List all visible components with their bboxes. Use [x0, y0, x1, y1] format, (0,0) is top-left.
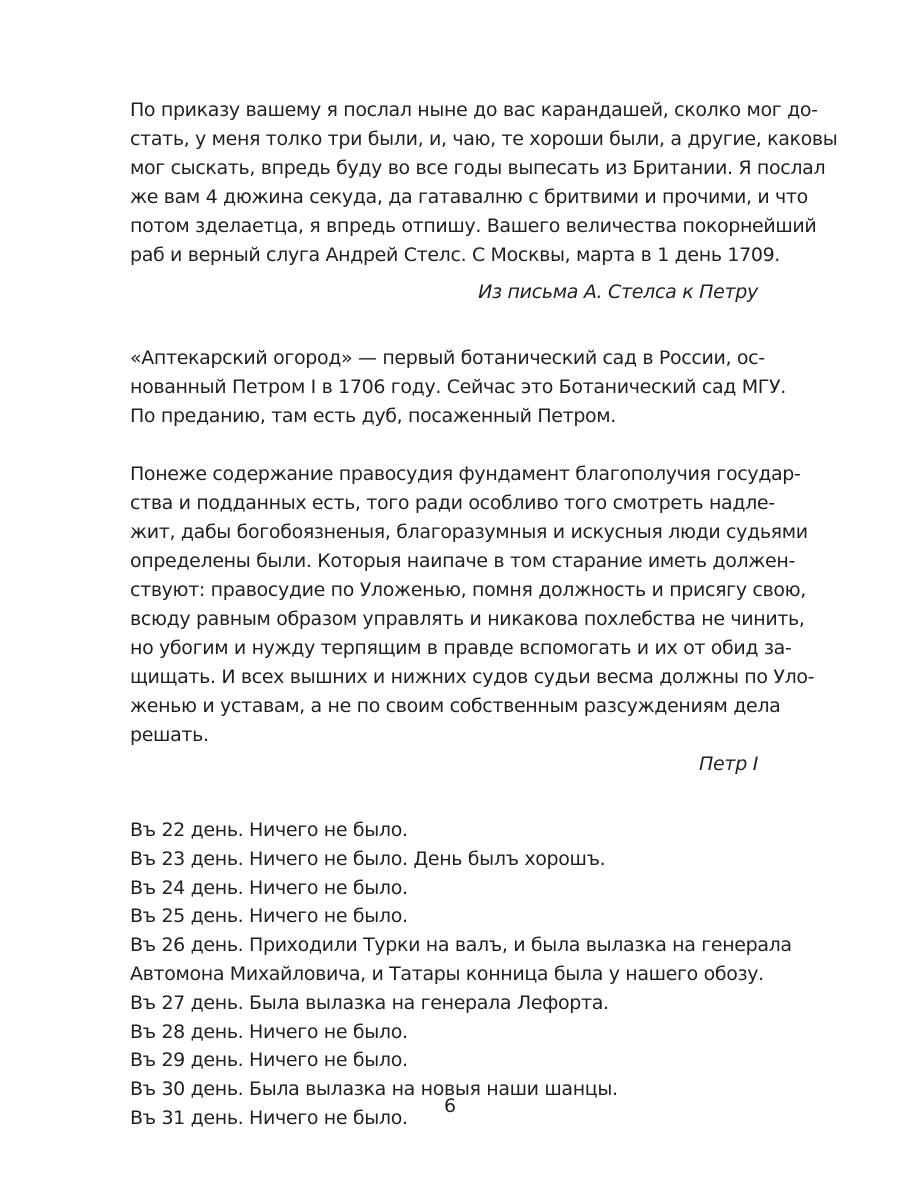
diary-entry-line: Автомона Михайловича, и Татары конница была у нашего обозу. — [130, 962, 764, 985]
diary-entry-line: Въ 31 день. Ничего не было. — [130, 1106, 408, 1129]
text-line: потом зделаетца, я впредь отпишу. Вашего величества покорнейший — [130, 215, 817, 237]
diary-entry-line: Въ 23 день. Ничего не было. День былъ хорошъ. — [130, 847, 606, 870]
diary-entry-line: Въ 24 день. Ничего не было. — [130, 876, 408, 899]
diary-entry — [130, 1018, 758, 1047]
diary-entry-line: Въ 25 день. Ничего не было. — [130, 905, 408, 928]
diary-entry-line: Въ 30 день. Была вылазка на новыя наши шанцы. — [130, 1078, 618, 1101]
spacer — [130, 808, 758, 816]
diary-entry-line: Въ 28 день. Ничего не было. — [130, 1020, 408, 1043]
spacer — [130, 307, 758, 336]
text-line: но убогим и нужду терпящим в правде вспомогать и их от обид за- — [130, 637, 792, 659]
garden-paragraph — [130, 344, 786, 431]
diary-entry — [130, 874, 758, 903]
justice-attribution: Петр I — [699, 753, 758, 775]
text-line: жит, дабы богобоязненыя, благоразумныя и искусныя люди судьями — [130, 521, 808, 543]
page-number: 6 — [443, 1095, 457, 1117]
justice-paragraph — [130, 460, 815, 750]
text-line: решать. — [130, 724, 209, 746]
text-line: стать, у меня толко три были, и, чаю, те хороши были, а другие, каковы — [130, 128, 838, 150]
text-line: ствуют: правосудие по Уложенью, помня должность и присягу свою, — [130, 579, 806, 601]
text-line: щищать. И всех вышних и нижних судов судьи весма должны по Уло- — [130, 666, 815, 688]
diary-entry — [130, 902, 758, 931]
page-body — [130, 96, 838, 1133]
text-line: По приказу вашему я послал ныне до вас карандашей, сколко мог до- — [130, 99, 818, 121]
text-line: раб и верный слуга Андрей Стелс. С Москвы, марта в 1 день 1709. — [130, 244, 781, 266]
diary-entry-line: Въ 22 день. Ничего не было. — [130, 819, 408, 841]
text-line: всюду равным образом управлять и никакова похлебства не чинить, — [130, 608, 805, 630]
spacer — [130, 270, 758, 278]
diary-entry — [130, 845, 758, 874]
diary-entry — [130, 816, 758, 845]
text-line: Понеже содержание правосудия фундамент благополучия государ- — [130, 463, 801, 485]
text-line: определены были. Которыя наипаче в том старание иметь должен- — [130, 550, 795, 572]
diary-entry-line: Въ 29 день. Ничего не было. — [130, 1049, 408, 1072]
spacer — [130, 431, 758, 460]
diary-entry — [130, 1046, 758, 1075]
text-line: нованный Петром I в 1706 году. Сейчас это Ботанический сад МГУ. — [130, 376, 786, 398]
letter-paragraph — [130, 96, 838, 270]
diary-entry-line: Въ 26 день. Приходили Турки на валъ, и была вылазка на генерала — [130, 934, 792, 957]
diary-entry-line: Въ 27 день. Была вылазка на генерала Лефорта. — [130, 991, 609, 1014]
spacer — [130, 779, 758, 808]
text-line: же вам 4 дюжина секуда, да гатавалню с бритвими и прочими, и что — [130, 186, 808, 208]
spacer — [130, 336, 758, 344]
diary-entries — [130, 816, 792, 1133]
letter-attribution: Из письма А. Стелса к Петру — [478, 281, 758, 303]
text-line: ства и подданных есть, того ради особливо того смотреть надле- — [130, 492, 775, 514]
diary-entry — [130, 989, 758, 1018]
diary-entry — [130, 931, 792, 989]
text-line: мог сыскать, впредь буду во все годы выпесать из Британии. Я послал — [130, 157, 826, 179]
text-line: женью и уставам, а не по своим собственным разсуждениям дела — [130, 695, 781, 717]
text-line: «Аптекарский огород» — первый ботанический сад в России, ос- — [130, 347, 765, 369]
text-line: По преданию, там есть дуб, посаженный Петром. — [130, 405, 616, 427]
